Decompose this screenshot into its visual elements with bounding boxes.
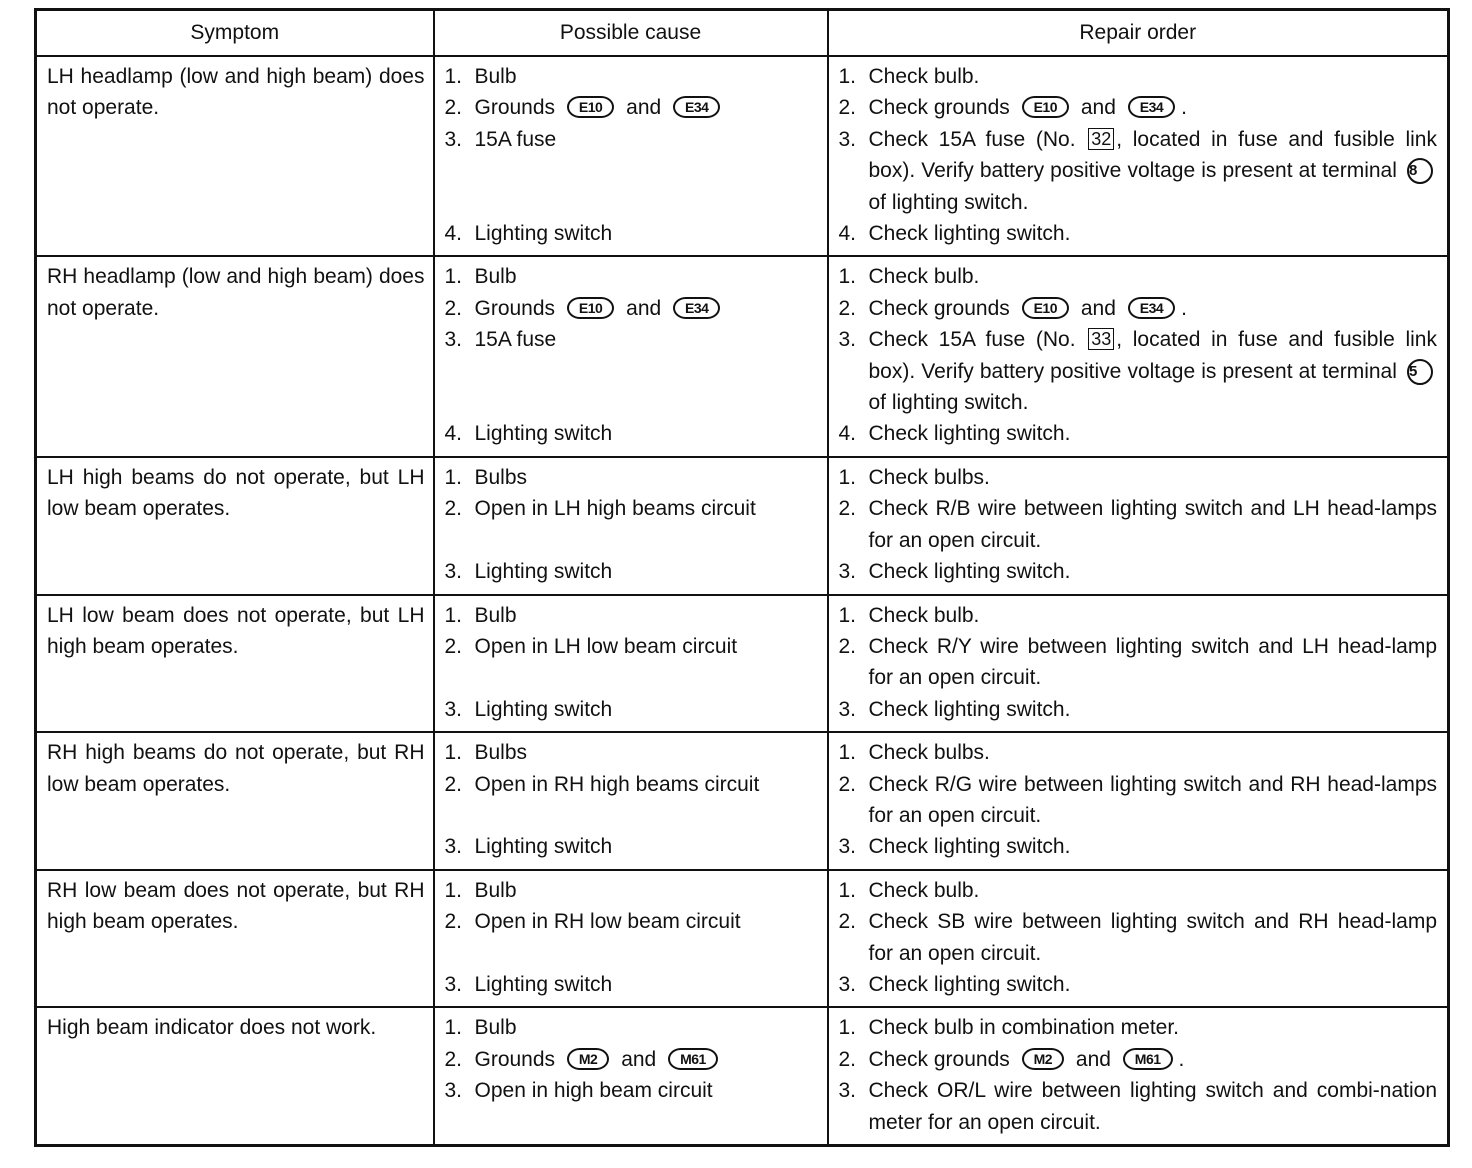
list-item: 3. Lighting switch bbox=[444, 697, 613, 721]
repair-cell bbox=[828, 732, 1449, 870]
cause-cell bbox=[434, 256, 828, 456]
list-item: 1. Bulb bbox=[444, 265, 517, 289]
list-item: 2. Check grounds E10 and E34 . bbox=[838, 296, 1188, 320]
list-item: 3. 15A fuse bbox=[444, 127, 557, 151]
list-item: 4. Check lighting switch. bbox=[838, 222, 1071, 246]
cause-cell bbox=[434, 457, 828, 595]
table-row bbox=[36, 595, 1449, 733]
list-item: 2. Open in RH low beam circuit bbox=[444, 910, 741, 934]
list-item: 3. Check 15A fuse (No. 33 , located in fuse and fusible link box). Verify battery positive voltage is present at terminal 5 of lighting switch. bbox=[838, 328, 1437, 415]
list-item: 2. Check grounds E10 and E34 . bbox=[838, 96, 1188, 120]
list-item: 3. Check OR/L wire between lighting switch and combi-nation meter for an open circuit. bbox=[838, 1079, 1437, 1134]
repair-cell bbox=[828, 457, 1449, 595]
list-item: 1. Bulb bbox=[444, 603, 517, 627]
symptom-cell: RH low beam does not operate, but RH high beam operates. bbox=[36, 870, 434, 1008]
connector-symbol: M61 bbox=[1123, 1048, 1173, 1070]
symptom-cell: LH high beams do not operate, but LH low beam operates. bbox=[36, 457, 434, 595]
cause-cell bbox=[434, 870, 828, 1008]
connector-symbol: E10 bbox=[1022, 297, 1069, 319]
list-item: 2. Grounds E10 and E34 bbox=[445, 293, 817, 324]
list-item: 1. Bulbs bbox=[444, 741, 528, 765]
table-row bbox=[36, 870, 1449, 1008]
list-item: 1. Check bulb. bbox=[838, 265, 980, 289]
list-item: 3. Lighting switch bbox=[444, 972, 613, 996]
fuse-number-box: 32 bbox=[1088, 128, 1114, 150]
repair-cell bbox=[828, 1007, 1449, 1145]
list-item: 2. Grounds M2 and M61 bbox=[445, 1044, 817, 1075]
header-repair-order: Repair order bbox=[828, 10, 1449, 57]
connector-symbol: E34 bbox=[673, 297, 720, 319]
list-item: 2. Check SB wire between lighting switch and RH head-lamp for an open circuit. bbox=[838, 910, 1437, 965]
symptom-cell: RH high beams do not operate, but RH low beam operates. bbox=[36, 732, 434, 870]
list-item: 3. Check 15A fuse (No. 32 , located in fuse and fusible link box). Verify battery positive voltage is present at terminal 8 of lighting switch. bbox=[838, 127, 1437, 214]
table-row bbox=[36, 256, 1449, 456]
cause-cell bbox=[434, 56, 828, 256]
repair-cell bbox=[828, 256, 1449, 456]
header-symptom: Symptom bbox=[36, 10, 434, 57]
symptom-cell: RH headlamp (low and high beam) does not operate. bbox=[36, 256, 434, 456]
list-item: 1. Bulbs bbox=[444, 465, 528, 489]
repair-cell bbox=[828, 870, 1449, 1008]
cause-cell bbox=[434, 595, 828, 733]
table-row bbox=[36, 457, 1449, 595]
header-possible-cause: Possible cause bbox=[434, 10, 828, 57]
list-item: 1. Check bulbs. bbox=[838, 741, 990, 765]
list-item: 3. Lighting switch bbox=[444, 835, 613, 859]
terminal-number-circle: 5 bbox=[1407, 359, 1433, 385]
table-row bbox=[36, 1007, 1449, 1145]
connector-symbol: M2 bbox=[567, 1048, 609, 1070]
list-item: 2. Grounds E10 and E34 bbox=[445, 92, 817, 123]
connector-symbol: E34 bbox=[1128, 297, 1175, 319]
list-item: 1. Check bulb. bbox=[838, 878, 980, 902]
list-item: 2. Open in LH high beams circuit bbox=[444, 497, 756, 521]
list-item: 3. Lighting switch bbox=[444, 560, 613, 584]
symptom-cell: LH headlamp (low and high beam) does not operate. bbox=[36, 56, 434, 256]
connector-symbol: E10 bbox=[567, 96, 614, 118]
list-item: 2. Open in LH low beam circuit bbox=[444, 634, 738, 658]
header-row bbox=[36, 10, 1449, 57]
list-item: 2. Check R/G wire between lighting switch and RH head-lamps for an open circuit. bbox=[838, 772, 1437, 827]
table-row bbox=[36, 56, 1449, 256]
list-item: 2. Check R/B wire between lighting switch and LH head-lamps for an open circuit. bbox=[838, 497, 1437, 552]
connector-symbol: M61 bbox=[668, 1048, 718, 1070]
connector-symbol: M2 bbox=[1022, 1048, 1064, 1070]
list-item: 2. Open in RH high beams circuit bbox=[444, 772, 760, 796]
list-item: 3. Check lighting switch. bbox=[838, 835, 1071, 859]
list-item: 1. Check bulbs. bbox=[838, 465, 990, 489]
connector-symbol: E10 bbox=[1022, 96, 1069, 118]
list-item: 1. Check bulb. bbox=[838, 65, 980, 88]
list-item: 3. Open in high beam circuit bbox=[444, 1079, 713, 1103]
list-item: 4. Lighting switch bbox=[444, 422, 613, 446]
cause-cell bbox=[434, 732, 828, 870]
list-item: 3. Check lighting switch. bbox=[838, 972, 1071, 996]
list-item: 2. Check grounds M2 and M61 . bbox=[838, 1047, 1185, 1071]
list-item: 2. Check R/Y wire between lighting switch and LH head-lamp for an open circuit. bbox=[838, 634, 1437, 690]
fuse-number-box: 33 bbox=[1088, 328, 1114, 350]
terminal-number-circle: 8 bbox=[1407, 158, 1433, 184]
list-item: 1. Check bulb. bbox=[838, 603, 980, 627]
symptom-cell: High beam indicator does not work. bbox=[36, 1007, 434, 1145]
list-item: 3. 15A fuse bbox=[444, 328, 557, 352]
connector-symbol: E34 bbox=[673, 96, 720, 118]
connector-symbol: E34 bbox=[1128, 96, 1175, 118]
list-item: 3. Check lighting switch. bbox=[838, 697, 1071, 721]
cause-cell bbox=[434, 1007, 828, 1145]
list-item: 4. Lighting switch bbox=[444, 222, 613, 245]
list-item: 1. Check bulb in combination meter. bbox=[838, 1016, 1179, 1040]
list-item: 1. Bulb bbox=[444, 1016, 517, 1040]
symptom-cell: LH low beam does not operate, but LH high beam operates. bbox=[36, 595, 434, 733]
list-item: 3. Check lighting switch. bbox=[838, 560, 1071, 584]
list-item: 4. Check lighting switch. bbox=[838, 422, 1071, 446]
list-item: 1. Bulb bbox=[444, 878, 517, 902]
connector-symbol: E10 bbox=[567, 297, 614, 319]
troubleshooting-table bbox=[34, 8, 1450, 1147]
table-row bbox=[36, 732, 1449, 870]
repair-cell bbox=[828, 56, 1449, 256]
list-item: 1. Bulb bbox=[444, 65, 517, 88]
repair-cell bbox=[828, 595, 1449, 733]
